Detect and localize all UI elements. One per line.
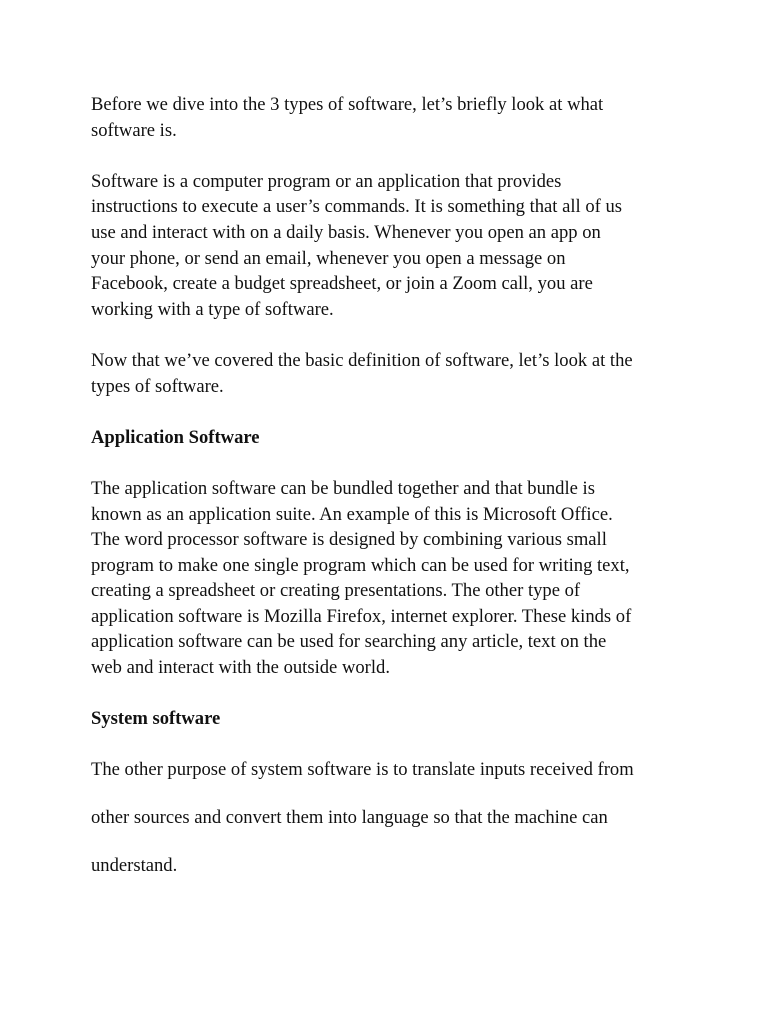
- text-line: understand.: [91, 855, 178, 877]
- transition-paragraph: [91, 348, 708, 399]
- text-line: application software can be used for searching any article, text on the: [91, 631, 607, 653]
- text-line: The other purpose of system software is to translate inputs received from: [91, 759, 634, 781]
- text-line: use and interact with on a daily basis. Whenever you open an app on: [91, 221, 601, 243]
- text-line: software is.: [91, 119, 177, 141]
- text-line: web and interact with the outside world.: [91, 657, 390, 679]
- text-line: program to make one single program which can be used for writing text,: [91, 554, 630, 576]
- text-line: The word processor software is designed by combining various small: [91, 529, 607, 551]
- intro-paragraph: [91, 92, 708, 143]
- application-software-paragraph: [91, 476, 708, 681]
- text-line: working with a type of software.: [91, 298, 334, 320]
- text-line: Before we dive into the 3 types of software, let’s briefly look at what: [91, 94, 604, 115]
- system-software-heading: System software: [91, 708, 221, 730]
- text-line: creating a spreadsheet or creating presentations. The other type of: [91, 580, 581, 602]
- definition-paragraph: [91, 169, 708, 323]
- system-software-paragraph: [91, 746, 708, 890]
- text-line: Software is a computer program or an application that provides: [91, 170, 562, 192]
- text-line: application software is Mozilla Firefox, internet explorer. These kinds of: [91, 605, 632, 627]
- text-line: your phone, or send an email, whenever you open a message on: [91, 247, 566, 269]
- text-line: types of software.: [91, 375, 224, 397]
- application-software-heading: Application Software: [91, 426, 260, 448]
- text-line: The application software can be bundled together and that bundle is: [91, 477, 595, 499]
- text-line: Facebook, create a budget spreadsheet, or join a Zoom call, you are: [91, 273, 593, 295]
- text-line: Now that we’ve covered the basic definition of software, let’s look at the: [91, 349, 633, 371]
- text-line: other sources and convert them into language so that the machine can: [91, 807, 608, 829]
- text-line: known as an application suite. An example of this is Microsoft Office.: [91, 503, 613, 525]
- text-line: instructions to execute a user’s commands. It is something that all of us: [91, 196, 623, 218]
